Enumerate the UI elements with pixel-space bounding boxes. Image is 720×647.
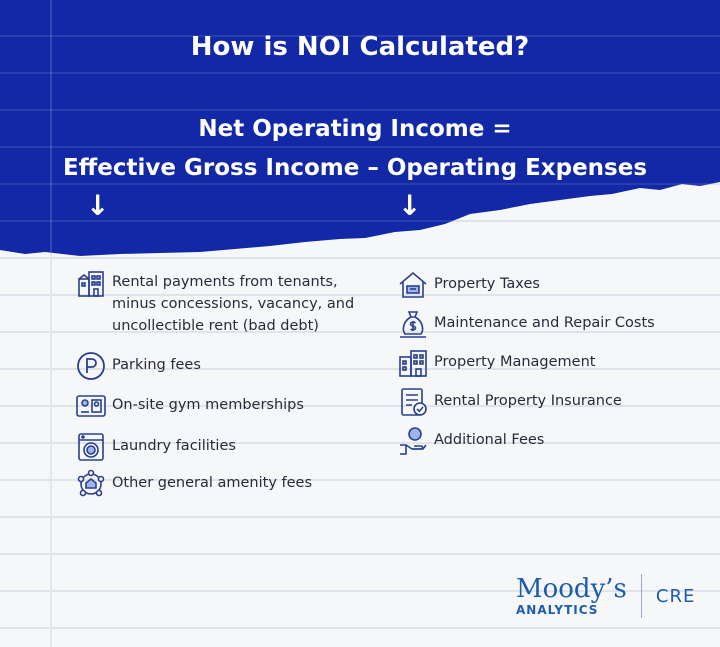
down-arrow-income: ↓	[86, 189, 110, 222]
washing-machine-icon	[74, 430, 108, 464]
gym-icon	[74, 389, 108, 423]
income-item-amenity	[74, 467, 312, 501]
down-arrow-expenses: ↓	[398, 189, 422, 222]
logo-divider	[641, 574, 642, 618]
income-item-label: Other general amenity fees	[112, 475, 313, 491]
logo-brand: Moody’s	[516, 574, 627, 604]
income-item-parking	[74, 349, 201, 383]
logo-product: CRE	[655, 585, 696, 607]
expense-item-label: Property Taxes	[434, 276, 540, 292]
expense-item-label: Maintenance and Repair Costs	[434, 315, 655, 331]
house-tax-icon	[396, 268, 430, 302]
formula-line-1: Net Operating Income =	[198, 116, 512, 142]
expense-item-label: Additional Fees	[434, 432, 545, 448]
expense-item-insurance	[396, 385, 622, 419]
income-item-label: Laundry facilities	[112, 438, 236, 454]
income-item-gym	[74, 389, 304, 423]
parking-icon	[74, 349, 108, 383]
expense-item-property-taxes	[396, 268, 540, 302]
income-item-rental-payments	[74, 266, 354, 337]
formula-line-2: Effective Gross Income – Operating Expenses	[62, 155, 648, 181]
insurance-checklist-icon	[396, 385, 430, 419]
apartment-building-icon	[74, 266, 108, 300]
expense-item-maintenance	[396, 307, 655, 341]
income-item-laundry	[74, 430, 236, 464]
logo-wordmark	[516, 575, 627, 617]
amenity-network-icon	[74, 467, 108, 501]
income-item-label: Rental payments from tenants, minus concessions, vacancy, and uncollectible rent (bad debt)	[112, 274, 355, 334]
page-title: How is NOI Calculated?	[190, 32, 530, 62]
moodys-analytics-cre-logo	[516, 574, 695, 618]
income-item-label: On-site gym memberships	[112, 397, 304, 413]
income-item-label: Parking fees	[112, 357, 201, 373]
expense-item-label: Rental Property Insurance	[434, 393, 622, 409]
expense-item-label: Property Management	[434, 354, 596, 370]
logo-sub: ANALYTICS	[516, 603, 599, 617]
buildings-icon	[396, 346, 430, 380]
hand-fees-icon	[396, 424, 430, 458]
expense-item-additional-fees	[396, 424, 544, 458]
money-bag-icon	[396, 307, 430, 341]
expense-item-property-management	[396, 346, 595, 380]
